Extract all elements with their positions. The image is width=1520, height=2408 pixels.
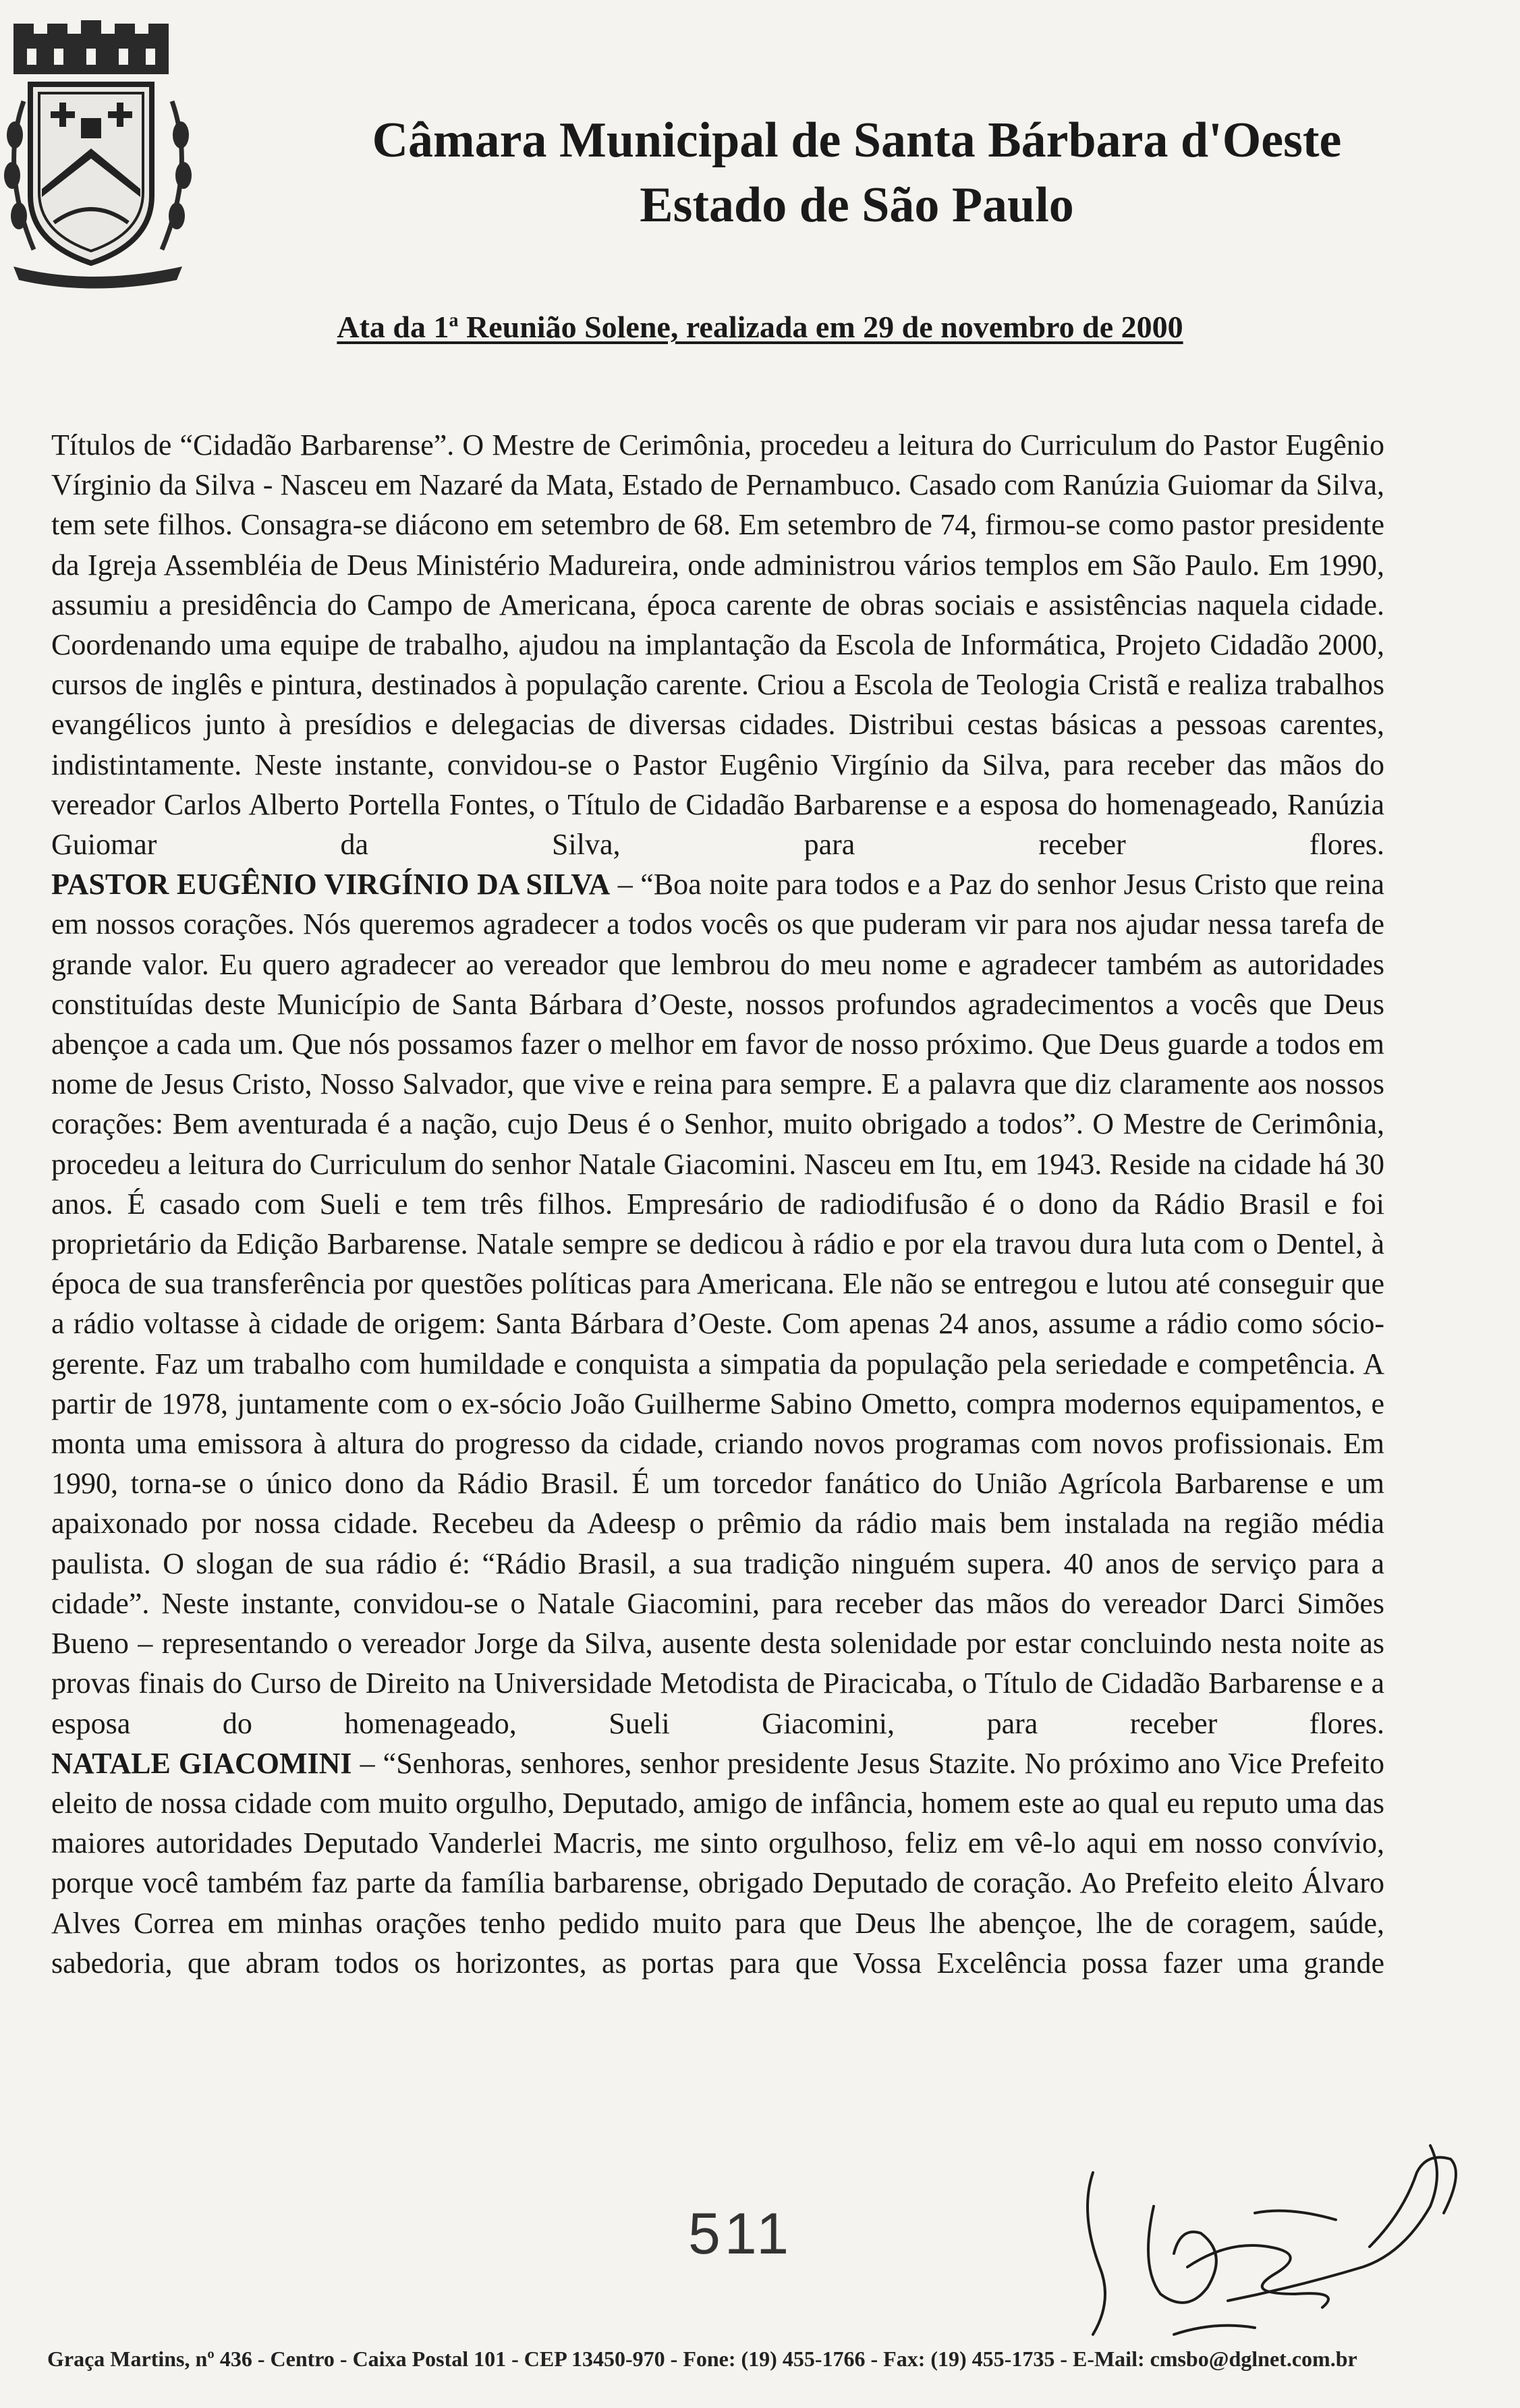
minutes-body (51, 425, 1384, 1983)
meeting-title (0, 309, 1520, 345)
page-number: 511 (688, 2202, 793, 2266)
paragraph-speech-pastor (51, 864, 1384, 1743)
paragraph-curriculum-pastor: Títulos de “Cidadão Barbarense”. O Mestre de Cerimônia, procedeu a leitura do Curriculum do Pastor Eugênio Vírginio da Silva - Nasceu em Nazaré da Mata, Estado de Pernambuco. Casado com Ranúzia Guiomar da Silva, tem sete filhos. Consagra-se diácono em setembro de 68. Em setembro de 74, firmou-se como pastor presidente da Igreja Assembléia de Deus Ministério Madureira, onde administrou vários templos em São Paulo. Em 1990, assumiu a presidência do Campo de Americana, época carente de obras sociais e assistências naquela cidade. Coordenando uma equipe de trabalho, ajudou na implantação da Escola de Informática, Projeto Cidadão 2000, cursos de inglês e pintura, destinados à população carente. Criou a Escola de Teologia Cristã e realiza trabalhos evangélicos junto à presídios e delegacias de diversas cidades. Distribui cestas básicas a pessoas carentes, indistintamente. Neste instante, convidou-se o Pastor Eugênio Virgínio da Silva, para receber das mãos do vereador Carlos Alberto Portella Fontes, o Título de Cidadão Barbarense e a esposa do homenageado, Ranúzia Guiomar da Silva, para receber flores. (51, 428, 1384, 862)
speech-text: – “Senhoras, senhores, senhor presidente Jesus Stazite. No próximo ano Vice Prefeito eleito de nossa cidade com muito orgulho, Deputado, amigo de infância, homem este ao qual eu reputo uma das maiores autoridades Deputado Vanderlei Macris, me sinto orgulhoso, feliz em vê-lo aqui em nosso convívio, porque você também faz parte da família barbarense, obrigado Deputado de coração. Ao Prefeito eleito Álvaro Alves Correa em minhas orações tenho pedido muito para que Deus lhe abençoe, lhe de coragem, saúde, sabedoria, que abram todos os horizontes, as portas para que Vossa Excelência possa fazer uma grande (51, 1746, 1384, 1980)
footer-address: Graça Martins, nº 436 - Centro - Caixa Postal 101 - CEP 13450-970 - Fone: (19) 455-1766 - Fax: (19) 455-1735 - E-Mail: cmsbo@dglnet.com.br (47, 2347, 1357, 2371)
municipal-coat-of-arms-icon (0, 20, 196, 290)
speaker-name: NATALE GIACOMINI (51, 1746, 352, 1780)
state-name: Estado de São Paulo (640, 177, 1074, 233)
header (202, 108, 1511, 237)
speech-text: – “Boa noite para todos e a Paz do senhor Jesus Cristo que reina em nossos corações. Nós queremos agradecer a todos vocês os que puderam vir para nos ajudar nessa tarefa de grande valor. Eu quero agradecer ao vereador que lembrou do meu nome e agradecer também as autoridades constituídas deste Município de Santa Bárbara d’Oeste, nossos profundos agradecimentos a vocês que Deus abençoe a cada um. Que nós possamos fazer o melhor em favor de nosso próximo. Que Deus guarde a todos em nome de Jesus Cristo, Nosso Salvador, que vive e reina para sempre. E a palavra que diz claramente aos nossos corações: Bem aventurada é a nação, cujo Deus é o Senhor, muito obrigado a todos”. O Mestre de Cerimônia, procedeu a leitura do Curriculum do senhor Natale Giacomini. Nasceu em Itu, em 1943. Reside na cidade há 30 anos. É casado com Sueli e tem três filhos. Empresário de radiodifusão é o dono da Rádio Brasil e foi proprietário da Edição Barbarense. Natale sempre se dedicou à rádio e por ela travou dura luta com o Dentel, à época de sua transferência por questões políticas para Americana. Ele não se entregou e lutou até conseguir que a rádio voltasse à cidade de origem: Santa Bárbara d’Oeste. Com apenas 24 anos, assume a rádio como sócio-gerente. Faz um trabalho com humildade e conquista a simpatia da população pela seriedade e competência. A partir de 1978, juntamente com o ex-sócio João Guilherme Sabino Ometto, compra modernos equipamentos, e monta uma emissora à altura do progresso da cidade, criando novos programas com novos profissionais. Em 1990, torna-se o único dono da Rádio Brasil. É um torcedor fanático do União Agrícola Barbarense e um apaixonado por nossa cidade. Recebeu da Adeesp o prêmio da rádio mais bem instalada na região média paulista. O slogan de sua rádio é: “Rádio Brasil, a sua tradição ninguém supera. 40 anos de serviço para a cidade”. Neste instante, convidou-se o Natale Giacomini, para receber das mãos do vereador Darci Simões Bueno – representando o vereador Jorge da Silva, ausente desta solenidade por estar concluindo nesta noite as provas finais do Curso de Direito na Universidade Metodista de Piracicaba, o Título de Cidadão Barbarense e a esposa do homenageado, Sueli Giacomini, para receber flores. (51, 868, 1384, 1740)
meeting-title-ordinal: a (449, 310, 459, 331)
speaker-name: PASTOR EUGÊNIO VIRGÍNIO DA SILVA (51, 868, 611, 901)
meeting-title-suffix: Reunião Solene, realizada em 29 de novembro de 2000 (458, 310, 1183, 344)
chamber-name: Câmara Municipal de Santa Bárbara d'Oeste (372, 113, 1342, 168)
meeting-title-prefix: Ata da 1 (337, 310, 449, 344)
handwritten-signature-icon (1052, 2132, 1471, 2355)
paragraph-speech-natale (51, 1743, 1384, 1983)
